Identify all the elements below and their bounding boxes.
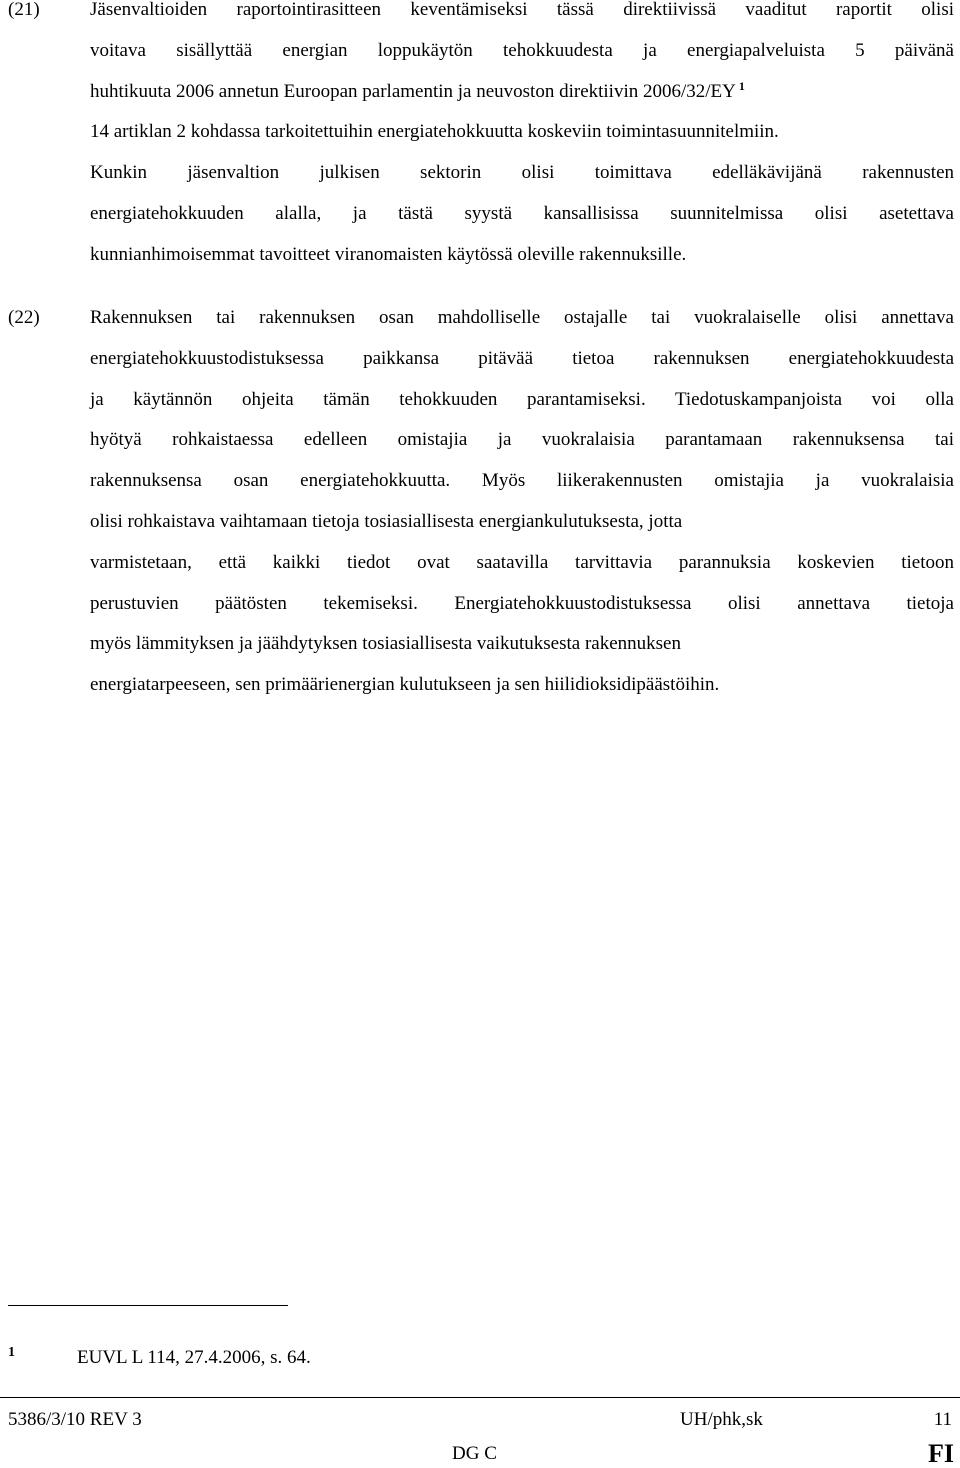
text-line: energiatarpeeseen, sen primäärienergian kulutukseen ja sen hiilidioksidipäästöihin. [90,674,720,696]
footnote-text: EUVL L 114, 27.4.2006, s. 64. [77,1347,311,1368]
paragraph-number: (21) [8,0,40,20]
text-line: perustuvien päätösten tekemiseksi. Energiatehokkuustodistuksessa olisi annettava tietoja [90,592,954,614]
text-line: Rakennuksen tai rakennuksen osan mahdolliselle ostajalle tai vuokralaiselle olisi annettava [90,307,954,328]
directorate-general: DG C [452,1443,497,1464]
text-line: 14 artiklan 2 kohdassa tarkoitettuihin energiatehokkuutta koskeviin toimintasuunnitelmiin. [90,121,779,143]
document-reference: 5386/3/10 REV 3 [8,1409,142,1430]
footer-separator [0,1397,960,1398]
text-line: ja käytännön ohjeita tämän tehokkuuden parantamiseksi. Tiedotuskampanjoista voi olla [90,388,954,410]
text-line-with-footnote [90,72,954,113]
paragraph-number: (22) [8,307,40,328]
text-line: voitava sisällyttää energian loppukäytön tehokkuudesta ja energiapalveluista 5 päivänä [90,39,954,61]
footnote-mark: 1 [8,1345,15,1360]
paragraph-text [90,298,954,706]
footnote-separator [8,1305,288,1306]
text-line: hyötyä rohkaistaessa edelleen omistajia ja vuokralaisia parantamaan rakennuksensa tai [90,429,954,451]
text-line: myös lämmityksen ja jäähdytyksen tosiasiallisesta vaikutuksesta rakennuksen [90,633,681,655]
text-line: huhtikuuta 2006 annetun Euroopan parlamentin ja neuvoston direktiivin 2006/32/EY [90,80,736,102]
text-line: energiatehokkuuden alalla, ja tästä syystä kansallisissa suunnitelmissa olisi asetettava [90,202,954,224]
author-initials: UH/phk,sk [680,1409,763,1430]
language-code: FI [928,1439,954,1468]
paragraph-text [90,0,954,276]
text-line: energiatehokkuustodistuksessa paikkansa pitävää tietoa rakennuksen energiatehokkuudesta [90,347,954,369]
footnote-reference[interactable]: 1 [738,78,745,93]
text-line: olisi rohkaistava vaihtamaan tietoja tosiasiallisesta energiankulutuksesta, jotta [90,510,683,532]
text-line: kunnianhimoisemmat tavoitteet viranomaisten käytössä oleville rakennuksille. [90,243,687,265]
text-line: Jäsenvaltioiden raportointirasitteen keventämiseksi tässä direktiivissä vaaditut raportit olisi [90,0,954,20]
page-number: 11 [933,1409,952,1430]
text-line: varmistetaan, että kaikki tiedot ovat saatavilla tarvittavia parannuksia koskevien tietoon [90,551,954,573]
text-line: rakennuksensa osan energiatehokkuutta. Myös liikerakennusten omistajia ja vuokralaisia [90,470,954,492]
text-line: Kunkin jäsenvaltion julkisen sektorin olisi toimittava edelläkävijänä rakennusten [90,162,954,184]
